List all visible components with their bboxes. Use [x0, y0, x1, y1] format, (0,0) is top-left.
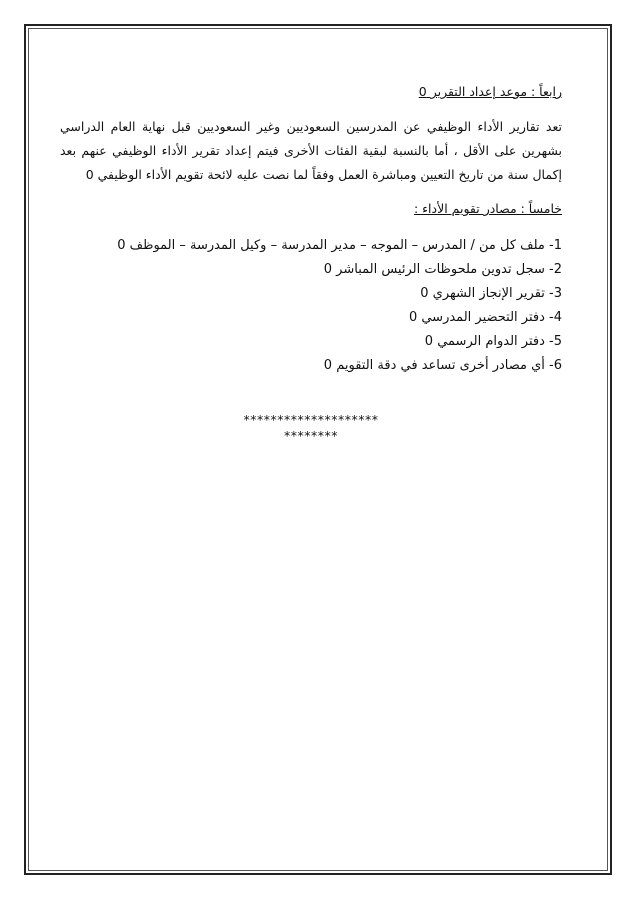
document-body	[60, 84, 562, 444]
list-item: 6- أي مصادر أخرى تساعد في دقة التقويم 0	[323, 358, 562, 373]
list-item: 2- سجل تدوين ملحوظات الرئيس المباشر 0	[323, 262, 562, 277]
section-4-heading: رابعاً : موعد إعداد التقرير 0	[418, 84, 562, 99]
list-item: 5- دفتر الدوام الرسمي 0	[424, 334, 562, 349]
list-item: 3- تقرير الإنجاز الشهري 0	[420, 286, 562, 301]
separator-stars	[60, 412, 562, 444]
section-5-heading: خامساً : مصادر تقويم الأداء :	[413, 201, 562, 216]
performance-sources-list	[60, 234, 562, 378]
stars-line-1: ********************	[243, 412, 379, 427]
list-item: 4- دفتر التحضير المدرسي 0	[408, 310, 562, 325]
section-4-paragraph: تعد تقارير الأداء الوظيفي عن المدرسين السعوديين وغير السعوديين قبل نهاية العام الدراسي بشهرين على الأقل ، أما بالنسبة لبقية الفئات الأخرى فيتم إعداد تقرير الأداء الوظيفي عنهم بعد إكمال سنة من تاريخ التعيين ومباشرة العمل وفقاً لما نصت عليه لائحة تقويم الأداء الوظيفي 0	[60, 119, 562, 182]
stars-line-2: ********	[284, 428, 338, 443]
list-item: 1- ملف كل من / المدرس – الموجه – مدير المدرسة – وكيل المدرسة – الموظف 0	[117, 238, 562, 253]
